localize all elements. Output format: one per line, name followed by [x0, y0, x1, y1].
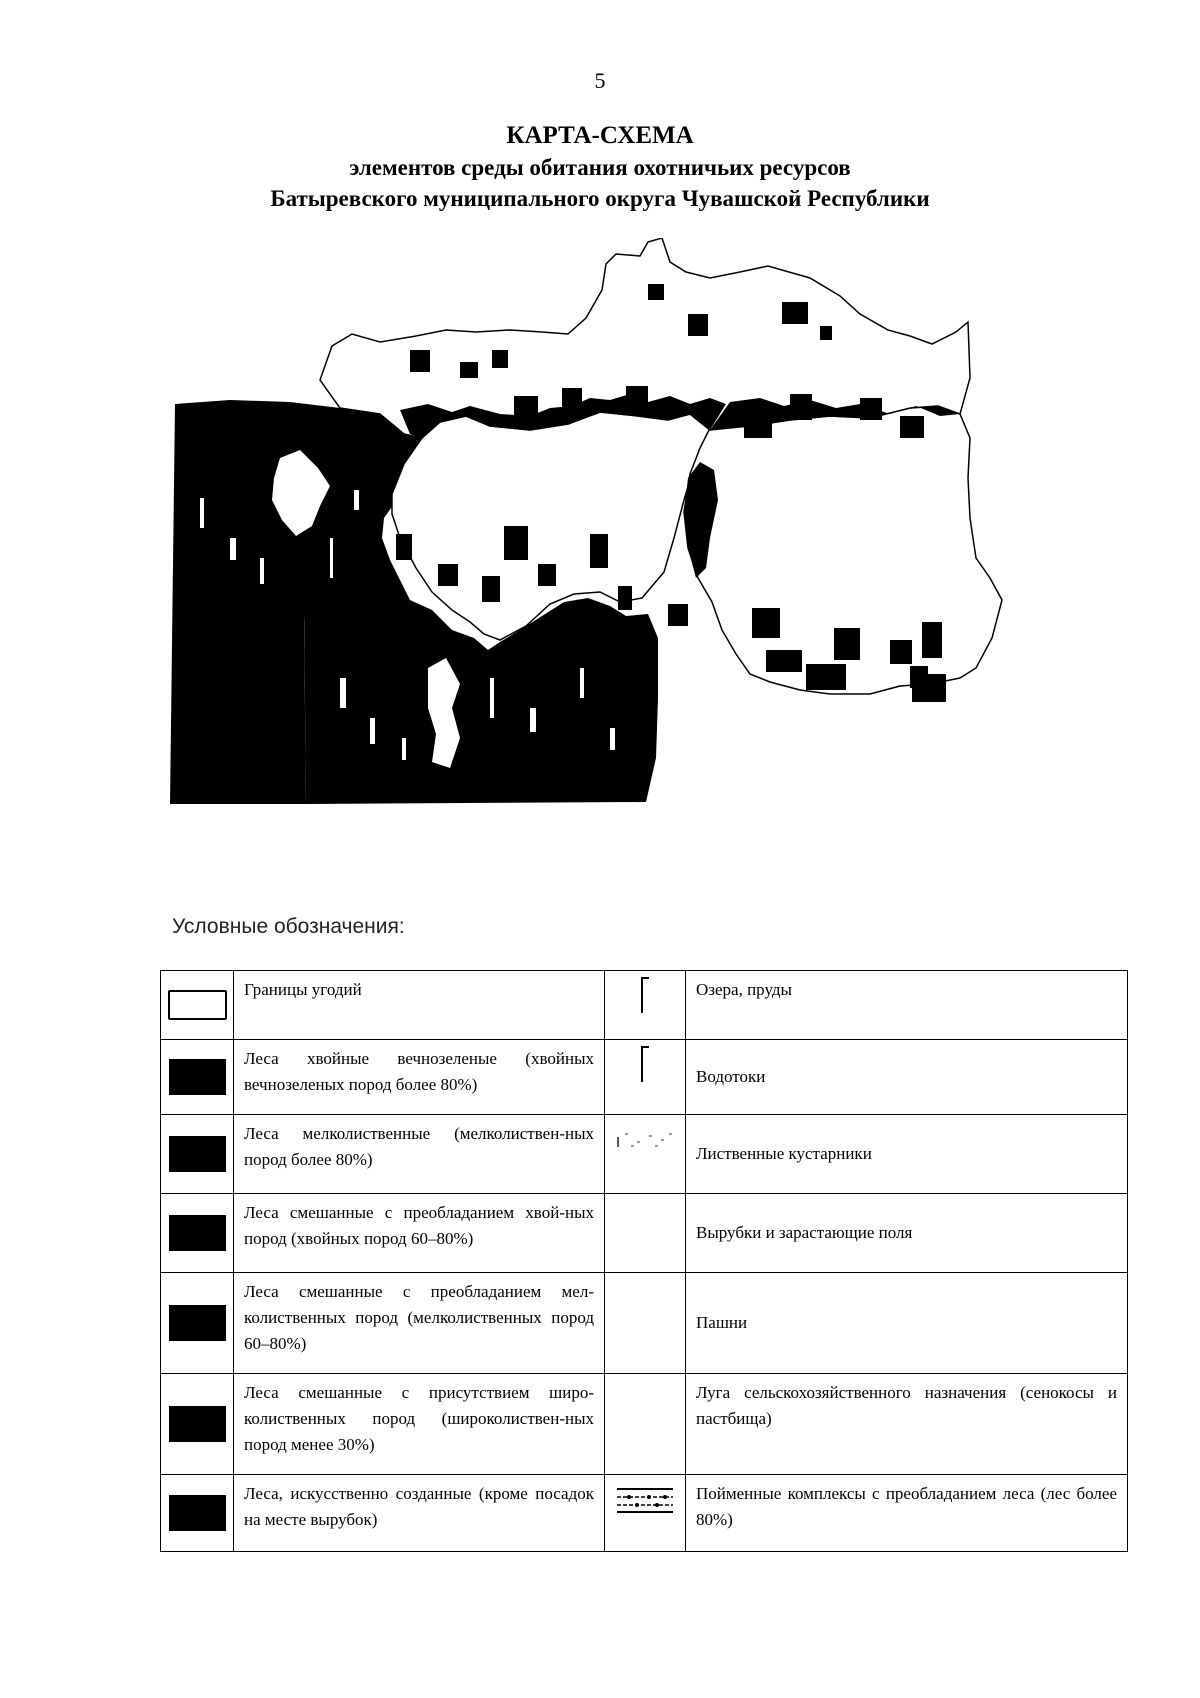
speckle	[354, 490, 359, 510]
legend-label: Пашни	[686, 1273, 1128, 1374]
legend-symbol-cell	[161, 1273, 234, 1374]
forest-patch	[538, 564, 556, 586]
forest-patch	[590, 534, 608, 568]
speckle	[330, 538, 333, 578]
legend-symbol-cell	[605, 1115, 686, 1194]
legend-label: Лиственные кустарники	[686, 1115, 1128, 1194]
title-block	[0, 120, 1200, 214]
legend-label: Луга сельскохозяйственного назначения (сенокосы и пастбища)	[686, 1374, 1128, 1475]
forest-patch	[890, 640, 912, 664]
legend-symbol-cell	[605, 1273, 686, 1374]
central-open-area	[392, 412, 710, 640]
forest-patch	[668, 604, 688, 626]
forest-patch	[860, 398, 882, 420]
forest-patch	[834, 628, 860, 660]
small-leaved-forest-symbol-icon	[169, 1136, 226, 1172]
forest-patch	[482, 576, 500, 602]
legend-symbol-cell	[161, 1374, 234, 1475]
page-number: 5	[594, 68, 606, 93]
speckle	[402, 738, 406, 760]
broad-leaved-mixed-forest-symbol-icon	[169, 1406, 226, 1442]
legend-row	[161, 1374, 1128, 1475]
forest-patch	[460, 362, 478, 378]
forest-patch	[626, 386, 648, 408]
floodplain-symbol-icon	[613, 1485, 677, 1515]
forest-patch	[504, 526, 528, 560]
speckle	[490, 678, 494, 718]
speckle	[230, 538, 236, 560]
legend-symbol-cell	[605, 1194, 686, 1273]
legend-label: Леса мелколиственные (мелколиствен-ных пород более 80%)	[234, 1115, 605, 1194]
legend-symbol-cell	[161, 1475, 234, 1552]
legend-row	[161, 1115, 1128, 1194]
forest-patch	[514, 396, 538, 416]
legend-symbol-cell	[605, 971, 686, 1040]
map-title: КАРТА-СХЕМА	[506, 122, 694, 149]
forest-patch	[806, 664, 846, 690]
planted-forest-symbol-icon	[169, 1495, 226, 1531]
legend-row	[161, 1273, 1128, 1374]
legend-label: Леса смешанные с преобладанием мел-колиственных пород (мелколиственных пород 60–80%)	[234, 1273, 605, 1374]
legend-row	[161, 971, 1128, 1040]
legend-symbol-cell	[605, 1374, 686, 1475]
speckle	[530, 708, 536, 732]
speckle	[200, 498, 204, 528]
forest-patch	[618, 586, 632, 610]
legend-label: Леса хвойные вечнозеленые (хвойных вечнозеленых пород более 80%)	[234, 1040, 605, 1115]
legend-symbol-cell	[161, 1194, 234, 1273]
legend-symbol-cell	[605, 1040, 686, 1115]
forest-patch	[752, 608, 780, 638]
speckle	[580, 668, 584, 698]
legend-row	[161, 1040, 1128, 1115]
speckle	[370, 718, 375, 744]
map-svg	[170, 238, 1090, 878]
speckle	[340, 678, 346, 708]
legend-label: Вырубки и зарастающие поля	[686, 1194, 1128, 1273]
forest-patch	[438, 564, 458, 586]
shrub-symbol-icon	[615, 1129, 675, 1149]
legend-label: Леса, искусственно созданные (кроме посадок на месте вырубок)	[234, 1475, 605, 1552]
forest-patch	[744, 410, 772, 438]
speckle	[260, 558, 264, 584]
forest-patch	[492, 350, 508, 368]
forest-patch	[688, 314, 708, 336]
forest-patch	[410, 350, 430, 372]
forest-patch	[910, 666, 928, 688]
legend-row	[161, 1475, 1128, 1552]
legend-label: Границы угодий	[234, 971, 605, 1040]
forest-patch	[922, 622, 942, 658]
forest-patch	[820, 326, 832, 340]
legend-symbol-cell	[161, 1040, 234, 1115]
forest-patch	[790, 394, 812, 420]
forest-patch	[782, 302, 808, 324]
mixed-small-leaved-forest-symbol-icon	[169, 1305, 226, 1341]
map	[170, 238, 1090, 878]
legend-label: Водотоки	[686, 1040, 1128, 1115]
legend-heading: Условные обозначения:	[172, 915, 405, 938]
lake-symbol-icon	[641, 977, 649, 1013]
legend-symbol-cell	[161, 1115, 234, 1194]
conifer-forest-symbol-icon	[169, 1059, 226, 1095]
forest-patch	[396, 534, 412, 560]
legend-label: Озера, пруды	[686, 971, 1128, 1040]
boundary-symbol-icon	[168, 990, 227, 1020]
watercourse-symbol-icon	[641, 1046, 649, 1082]
map-subtitle-line1: элементов среды обитания охотничьих ресурсов	[349, 155, 851, 180]
legend-label: Леса смешанные с присутствием широ-колиственных пород (широколиствен-ных пород менее 30%)	[234, 1374, 605, 1475]
forest-patch	[648, 284, 664, 300]
forest-patch	[766, 650, 802, 672]
legend-table	[160, 970, 1128, 1552]
forest-patch	[562, 388, 582, 408]
forest-patch	[900, 416, 924, 438]
legend-row	[161, 1194, 1128, 1273]
mixed-conifer-forest-symbol-icon	[169, 1215, 226, 1251]
legend-label: Пойменные комплексы с преобладанием леса (лес более 80%)	[686, 1475, 1128, 1552]
speckle	[610, 728, 615, 750]
legend-symbol-cell	[161, 971, 234, 1040]
legend-symbol-cell	[605, 1475, 686, 1552]
legend-label: Леса смешанные с преобладанием хвой-ных пород (хвойных пород 60–80%)	[234, 1194, 605, 1273]
map-subtitle-line2: Батыревского муниципального округа Чувашской Республики	[270, 186, 930, 211]
